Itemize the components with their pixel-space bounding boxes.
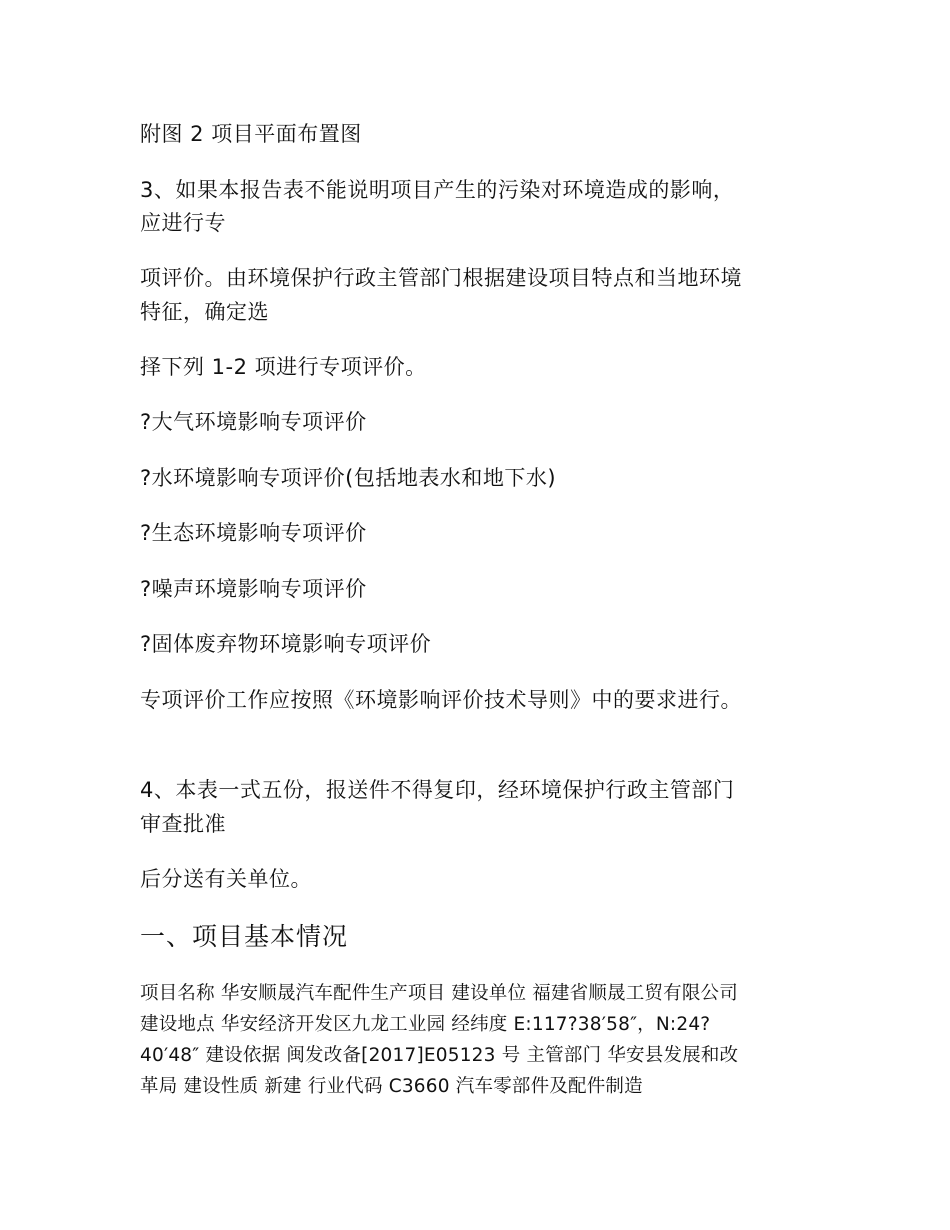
eval-item-water: ?水环境影响专项评价(包括地表水和地下水) — [140, 466, 557, 490]
special-eval-note: 专项评价工作应按照《环境影响评价技术导则》中的要求进行。 — [140, 688, 742, 712]
basic-info-line-4: 革局 建设性质 新建 行业代码 C3660 汽车零部件及配件制造 — [140, 1076, 643, 1097]
note-3-line-5: 择下列 1-2 项进行专项评价。 — [140, 355, 427, 379]
eval-item-solid-waste: ?固体废弃物环境影响专项评价 — [140, 632, 432, 656]
basic-info-line-3: 40′48″ 建设依据 闽发改备[2017]E05123 号 主管部门 华安县发展和改 — [140, 1045, 739, 1066]
basic-info-line-2: 建设地点 华安经济开发区九龙工业园 经纬度 E:117?38′58″，N:24? — [140, 1014, 711, 1035]
appendix-caption: 附图 2 项目平面布置图 — [140, 122, 362, 146]
note-3-line-2: 应进行专 — [140, 211, 226, 235]
note-4-line-1: 4、本表一式五份，报送件不得复印，经环境保护行政主管部门 — [140, 778, 735, 802]
note-4-line-3: 后分送有关单位。 — [140, 867, 312, 891]
note-3-line-4: 特征，确定选 — [140, 300, 269, 324]
eval-item-noise: ?噪声环境影响专项评价 — [140, 577, 367, 601]
eval-item-ecology: ?生态环境影响专项评价 — [140, 521, 367, 545]
basic-info-line-1: 项目名称 华安顺晟汽车配件生产项目 建设单位 福建省顺晟工贸有限公司 — [140, 983, 738, 1004]
eval-item-air: ?大气环境影响专项评价 — [140, 410, 367, 434]
section-heading: 一、项目基本情况 — [140, 922, 349, 951]
note-4-line-2: 审查批准 — [140, 812, 226, 836]
note-3-line-3: 项评价。由环境保护行政主管部门根据建设项目特点和当地环境 — [140, 266, 742, 290]
note-3-line-1: 3、如果本报告表不能说明项目产生的污染对环境造成的影响， — [140, 178, 735, 202]
